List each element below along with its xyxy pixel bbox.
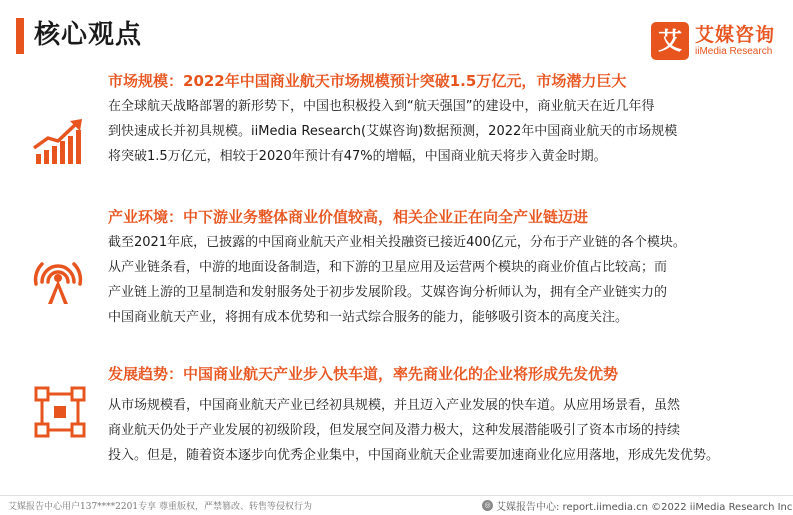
text-line: 产业链上游的卫星制造和发射服务处于初步发展阶段。艾媒咨询分析师认为，拥有全产业链实力的 xyxy=(108,285,668,300)
footer-divider xyxy=(0,495,793,496)
section-3-paragraph xyxy=(108,393,780,468)
footer-source-text: 艾媒报告中心: report.iimedia.cn ©2022 iiMedia Research Inc xyxy=(496,502,793,513)
network-nodes-icon xyxy=(32,384,88,440)
text-line: 从产业链条看，中游的地面设备制造，和下游的卫星应用及运营两个模块的商业价值占比较高；而 xyxy=(108,260,668,275)
text-line: 从市场规模看，中国商业航天产业已经初具规模，并且迈入产业发展的快车道。从应用场景看，虽然 xyxy=(108,398,681,413)
text-line: 投入。但是，随着资本逐步向优秀企业集中，中国商业航天企业需要加速商业化应用落地，形成先发优势。 xyxy=(108,448,720,463)
text-line: 在全球航天战略部署的新形势下，中国也积极投入到“航天强国”的建设中，商业航天在近几年得 xyxy=(108,99,655,114)
section-2-heading: 产业环境：中下游业务整体商业价值较高，相关企业正在向全产业链迈进 xyxy=(108,208,589,226)
text-line: 到快速成长并初具规模。iiMedia Research(艾媒咨询)数据预测，2022年中国商业航天的市场规模 xyxy=(108,124,678,139)
text-line: 将突破1.5万亿元，相较于2020年预计有47%的增幅，中国商业航天将步入黄金时期。 xyxy=(108,149,607,164)
text-line: 截至2021年底，已披露的中国商业航天产业相关投融资已接近400亿元，分布于产业链的各个模块。 xyxy=(108,235,686,250)
section-2-paragraph xyxy=(108,230,780,330)
footer-copyright-notice: 艾媒报告中心用户137****2201专享 尊重版权，严禁篡改、转售等侵权行为 xyxy=(8,502,312,512)
broadcast-tower-icon xyxy=(30,252,86,308)
iimedia-logo xyxy=(651,16,781,66)
title-accent-bar xyxy=(16,18,24,54)
section-1-paragraph xyxy=(108,94,780,169)
section-1-heading: 市场规模：2022年中国商业航天市场规模预计突破1.5万亿元，市场潜力巨大 xyxy=(108,72,627,90)
footer-source xyxy=(482,498,792,513)
text-line: 商业航天仍处于产业发展的初级阶段，但发展空间及潜力极大，这种发展潜能吸引了资本市场的持续 xyxy=(108,423,681,438)
text-line: 中国商业航天产业，将拥有成本优势和一站式综合服务的能力，能够吸引资本的高度关注。 xyxy=(108,310,629,325)
logo-en-text: iiMedia Research xyxy=(695,46,773,57)
globe-icon: ◎ xyxy=(482,500,493,511)
section-3-heading: 发展趋势：中国商业航天产业步入快车道，率先商业化的企业将形成先发优势 xyxy=(108,365,619,383)
logo-cn-text: 艾媒咨询 xyxy=(695,24,776,46)
logo-mark: 艾 xyxy=(651,22,689,60)
growth-chart-icon xyxy=(30,114,86,170)
page-title: 核心观点 xyxy=(34,20,143,50)
